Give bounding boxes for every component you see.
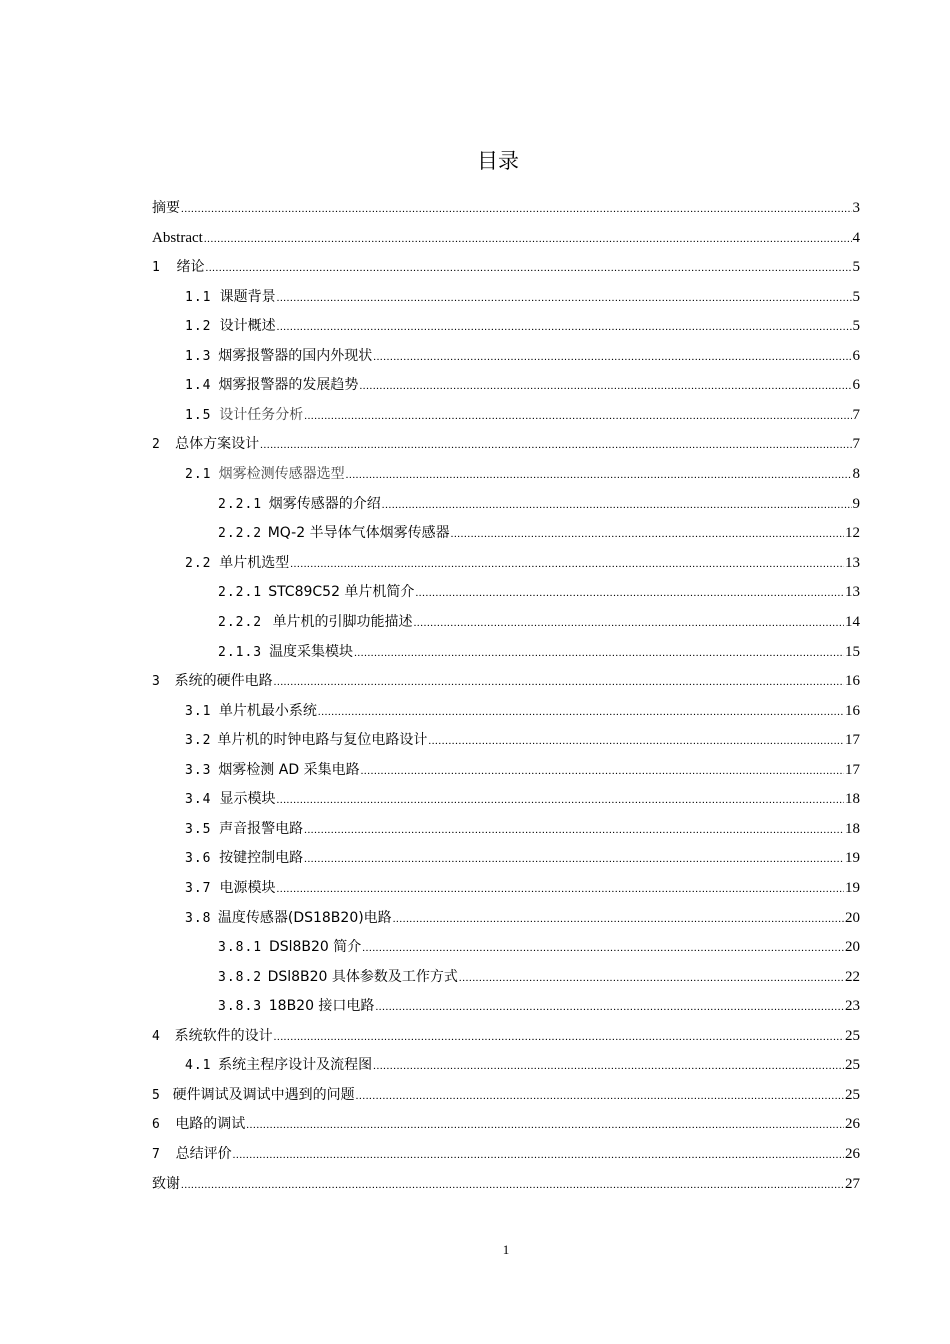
toc-leader-dots xyxy=(373,1054,844,1078)
toc-leader-dots xyxy=(205,256,851,280)
toc-entry xyxy=(152,462,860,486)
toc-entry-label: 单片机最小系统 xyxy=(218,703,317,719)
toc-entry-number: 2.1 xyxy=(185,467,212,482)
toc-entry-number: 2.2.2 xyxy=(218,526,263,541)
toc-entry-label: 单片机的时钟电路与复位电路设计 xyxy=(217,732,428,748)
toc-entry-page: 20 xyxy=(845,910,860,926)
toc-entry-number: 3.8.2 xyxy=(218,970,263,985)
toc-entry-label: 烟雾报警器的国内外现状 xyxy=(218,348,373,364)
toc-entry xyxy=(152,285,860,309)
toc-entry-page: 13 xyxy=(845,555,860,571)
toc-leader-dots xyxy=(277,788,845,812)
toc-entry-number: 2 xyxy=(152,437,161,452)
toc-leader-dots xyxy=(415,581,844,605)
toc-entry-page: 12 xyxy=(845,525,860,541)
toc-entry-number: 2.2 xyxy=(185,556,212,571)
toc-entry-page: 17 xyxy=(845,732,860,748)
toc-leader-dots xyxy=(181,1173,844,1197)
toc-entry xyxy=(152,1172,860,1196)
toc-entry xyxy=(152,551,860,575)
toc-entry-label: 烟雾检测传感器选型 xyxy=(218,466,345,482)
toc-entry xyxy=(152,580,860,604)
toc-entry-page: 18 xyxy=(845,791,860,807)
toc-entry xyxy=(152,196,860,220)
toc-entry-number: 1.1 xyxy=(185,290,212,305)
toc-entry xyxy=(152,876,860,900)
toc-entry-number: 4 xyxy=(152,1029,161,1044)
toc-entry xyxy=(152,758,860,782)
toc-entry-number: 7 xyxy=(152,1147,161,1162)
toc-entry-number: 2.2.1 xyxy=(218,497,263,512)
toc-entry-page: 7 xyxy=(852,436,860,452)
toc-entry-number: 3 xyxy=(152,674,161,689)
toc-entry-number: 3.8.3 xyxy=(218,999,263,1014)
toc-entry-page: 14 xyxy=(845,614,860,630)
toc-entry-label: 摘要 xyxy=(152,200,180,216)
toc-entry-page: 19 xyxy=(845,850,860,866)
toc-entry-number: 2.2.1 xyxy=(218,585,263,600)
toc-leader-dots xyxy=(393,907,844,931)
toc-entry xyxy=(152,817,860,841)
toc-leader-dots xyxy=(373,345,851,369)
toc-entry-number: 3.1 xyxy=(185,704,212,719)
toc-entry-number: 3.7 xyxy=(185,881,212,896)
toc-entry xyxy=(152,1142,860,1166)
toc-entry-page: 7 xyxy=(852,407,860,423)
toc-entry xyxy=(152,521,860,545)
toc-title: 目录 xyxy=(477,149,519,173)
toc-entry xyxy=(152,1024,860,1048)
toc-entry-page: 3 xyxy=(852,200,860,216)
toc-entry-label: 致谢 xyxy=(152,1176,180,1192)
toc-entry-label: 温度采集模块 xyxy=(269,644,354,660)
toc-entry xyxy=(152,610,860,634)
toc-entry-page: 27 xyxy=(845,1176,860,1192)
toc-entry-label: 按键控制电路 xyxy=(219,850,304,866)
toc-entry xyxy=(152,255,860,279)
toc-entry-page: 22 xyxy=(845,969,860,985)
toc-leader-dots xyxy=(233,1143,844,1167)
toc-leader-dots xyxy=(362,936,844,960)
toc-entry-number: 2.1.3 xyxy=(218,645,263,660)
toc-entry-number: 2.2.2 xyxy=(218,615,263,630)
toc-entry-label: 声音报警电路 xyxy=(219,821,304,837)
toc-entry xyxy=(152,432,860,456)
toc-leader-dots xyxy=(361,759,844,783)
toc-entry xyxy=(152,1083,860,1107)
toc-entry xyxy=(152,1053,860,1077)
toc-entry-label: Abstract xyxy=(152,230,203,246)
toc-leader-dots xyxy=(277,877,845,901)
toc-entry-number: 3.8.1 xyxy=(218,940,263,955)
toc-leader-dots xyxy=(277,315,852,339)
toc-entry-page: 23 xyxy=(845,998,860,1014)
toc-leader-dots xyxy=(414,611,844,635)
toc-leader-dots xyxy=(382,493,852,517)
toc-entry xyxy=(152,935,860,959)
toc-entry-number: 4.1 xyxy=(185,1058,212,1073)
toc-entry-number: 3.6 xyxy=(185,851,212,866)
toc-entry-page: 5 xyxy=(852,289,860,305)
toc-entry-label: 显示模块 xyxy=(219,791,276,807)
toc-entry-number: 1.3 xyxy=(185,349,212,364)
toc-entry xyxy=(152,314,860,338)
toc-leader-dots xyxy=(204,227,852,251)
toc-entry xyxy=(152,403,860,427)
toc-entry-page: 4 xyxy=(852,230,860,246)
toc-entry-page: 25 xyxy=(845,1057,860,1073)
toc-entry-label: 课题背景 xyxy=(219,289,276,305)
toc-entry xyxy=(152,226,860,250)
toc-leader-dots xyxy=(359,374,851,398)
toc-leader-dots xyxy=(246,1113,844,1137)
toc-entry-page: 5 xyxy=(852,318,860,334)
toc-entry-number: 1.2 xyxy=(185,319,212,334)
toc-entry-page: 25 xyxy=(845,1028,860,1044)
toc-entry-page: 13 xyxy=(845,584,860,600)
toc-entry-label: 系统主程序设计及流程图 xyxy=(218,1057,373,1073)
toc-entry-label: 温度传感器(DS18B20)电路 xyxy=(217,910,392,926)
toc-leader-dots xyxy=(428,729,844,753)
toc-leader-dots xyxy=(451,522,844,546)
toc-entry-page: 16 xyxy=(845,673,860,689)
toc-entry-label: 单片机的引脚功能描述 xyxy=(272,614,413,630)
toc-entry-page: 26 xyxy=(845,1116,860,1132)
toc-entry-label: 系统的硬件电路 xyxy=(174,673,273,689)
toc-entry-label: STC89C52 单片机简介 xyxy=(268,584,415,600)
toc-entry-label: 总结评价 xyxy=(175,1146,232,1162)
toc-leader-dots xyxy=(274,1025,844,1049)
toc-entry xyxy=(152,669,860,693)
toc-entry-label: 单片机选型 xyxy=(219,555,290,571)
toc-leader-dots xyxy=(356,1084,844,1108)
toc-entry-number: 3.5 xyxy=(185,822,212,837)
toc-entry xyxy=(152,1112,860,1136)
toc-entry-label: 总体方案设计 xyxy=(175,436,260,452)
toc-entry xyxy=(152,492,860,516)
toc-leader-dots xyxy=(354,641,844,665)
toc-entry-label: DSl8B20 简介 xyxy=(268,939,362,955)
toc-leader-dots xyxy=(304,818,844,842)
toc-entry-page: 5 xyxy=(852,259,860,275)
toc-entry-page: 26 xyxy=(845,1146,860,1162)
toc-entry-label: 系统软件的设计 xyxy=(174,1028,273,1044)
toc-leader-dots xyxy=(290,552,844,576)
toc-leader-dots xyxy=(304,404,851,428)
toc-entry-page: 9 xyxy=(852,496,860,512)
toc-entry-number: 6 xyxy=(152,1117,161,1132)
toc-entry xyxy=(152,994,860,1018)
toc-entry-page: 20 xyxy=(845,939,860,955)
toc-entry-label: 18B20 接口电路 xyxy=(268,998,375,1014)
toc-entry-label: 烟雾检测 AD 采集电路 xyxy=(218,762,360,778)
toc-entry-page: 17 xyxy=(845,762,860,778)
toc-entry-number: 3.3 xyxy=(185,763,212,778)
toc-entry-label: 烟雾传感器的介绍 xyxy=(268,496,381,512)
toc-entry-page: 8 xyxy=(852,466,860,482)
toc-entry xyxy=(152,344,860,368)
toc-entry-page: 18 xyxy=(845,821,860,837)
toc-entry xyxy=(152,906,860,930)
toc-entry-number: 3.2 xyxy=(185,733,212,748)
toc-entry-number: 3.8 xyxy=(185,911,212,926)
toc-entry-page: 6 xyxy=(852,348,860,364)
toc-entry-number: 3.4 xyxy=(185,792,212,807)
toc-entry-label: DSl8B20 具体参数及工作方式 xyxy=(267,969,458,985)
toc-entry-number: 5 xyxy=(152,1088,161,1103)
toc-entry xyxy=(152,846,860,870)
toc-entry-page: 19 xyxy=(845,880,860,896)
toc-entry-label: 设计概述 xyxy=(219,318,276,334)
toc-leader-dots xyxy=(260,433,851,457)
page-number: 1 xyxy=(502,1242,510,1257)
toc-entry-page: 6 xyxy=(852,377,860,393)
toc-leader-dots xyxy=(318,700,844,724)
toc-leader-dots xyxy=(277,286,852,310)
toc-leader-dots xyxy=(459,966,844,990)
toc-entry-number: 1.4 xyxy=(185,378,212,393)
toc-leader-dots xyxy=(181,197,852,221)
toc-entry-label: 硬件调试及调试中遇到的问题 xyxy=(172,1087,355,1103)
toc-entry-page: 16 xyxy=(845,703,860,719)
toc-entry-label: 设计任务分析 xyxy=(219,407,304,423)
toc-entry xyxy=(152,787,860,811)
toc-entry-label: 电路的调试 xyxy=(175,1116,246,1132)
toc-leader-dots xyxy=(375,995,844,1019)
toc-entry-label: 绪论 xyxy=(176,259,205,275)
toc-entry-page: 25 xyxy=(845,1087,860,1103)
toc-leader-dots xyxy=(274,670,844,694)
toc-entry xyxy=(152,965,860,989)
toc-entry xyxy=(152,373,860,397)
toc-entry xyxy=(152,728,860,752)
toc-entry-label: MQ-2 半导体气体烟雾传感器 xyxy=(267,525,450,541)
toc-leader-dots xyxy=(346,463,852,487)
toc-entry-label: 烟雾报警器的发展趋势 xyxy=(218,377,359,393)
toc-entry-number: 1 xyxy=(152,260,161,275)
toc-leader-dots xyxy=(304,847,844,871)
toc-entry-number: 1.5 xyxy=(185,408,212,423)
toc-entry xyxy=(152,699,860,723)
toc-entry-page: 15 xyxy=(845,644,860,660)
toc-entry-label: 电源模块 xyxy=(219,880,276,896)
toc-entry xyxy=(152,640,860,664)
